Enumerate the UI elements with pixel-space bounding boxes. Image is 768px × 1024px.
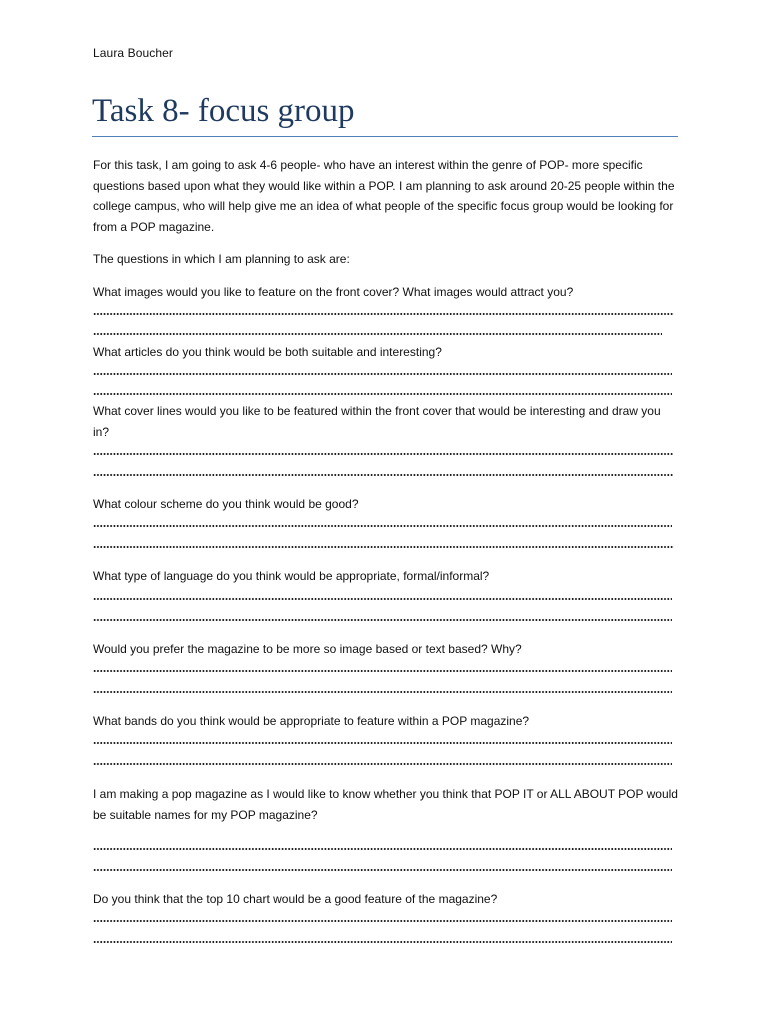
answer-line-2b [93, 393, 672, 395]
question-3: What cover lines would you like to be featured within the front cover that would be interesting and draw you in? [93, 404, 661, 439]
answer-line-2a [93, 373, 672, 375]
answer-line-6b [93, 691, 672, 693]
answer-line-1a [93, 313, 674, 315]
answer-line-7a [93, 742, 672, 744]
question-9: Do you think that the top 10 chart would be a good feature of the magazine? [93, 892, 498, 906]
answer-line-8a [93, 848, 672, 850]
question-2: What articles do you think would be both suitable and interesting? [93, 345, 442, 359]
question-7: What bands do you think would be appropriate to feature within a POP magazine? [93, 714, 530, 728]
question-1: What images would you like to feature on the front cover? What images would attract you? [93, 285, 574, 299]
answer-line-3b [93, 474, 673, 476]
answer-line-8b [93, 869, 672, 871]
question-6: Would you prefer the magazine to be more so image based or text based? Why? [93, 642, 522, 656]
answer-line-1b [93, 333, 662, 335]
answer-line-9a [93, 920, 672, 922]
answer-line-6a [93, 670, 672, 672]
intro-paragraph: For this task, I am going to ask 4-6 people- who have an interest within the genre of POP- more specific questions based upon what they would like within a POP. I am planning to ask around 20-25 people within the college campus, who will help give me an idea of what people of the specific focus group would be looking for from a POP magazine. [93, 158, 675, 234]
answer-line-3a [93, 453, 673, 455]
questions-lead-in: The questions in which I am planning to ask are: [93, 252, 350, 266]
question-8: I am making a pop magazine as I would like to know whether you think that POP IT or ALL ABOUT POP would be suitable names for my POP magazine? [93, 787, 678, 822]
author-name: Laura Boucher [93, 46, 174, 60]
answer-line-7b [93, 763, 672, 765]
answer-line-5a [93, 598, 672, 600]
answer-line-4a [93, 525, 672, 527]
page-title: Task 8- focus group [92, 91, 678, 137]
question-4: What colour scheme do you think would be good? [93, 497, 359, 511]
answer-line-9b [93, 941, 672, 943]
answer-line-5b [93, 619, 672, 621]
question-5: What type of language do you think would be appropriate, formal/informal? [93, 569, 490, 583]
answer-line-4b [93, 546, 674, 548]
